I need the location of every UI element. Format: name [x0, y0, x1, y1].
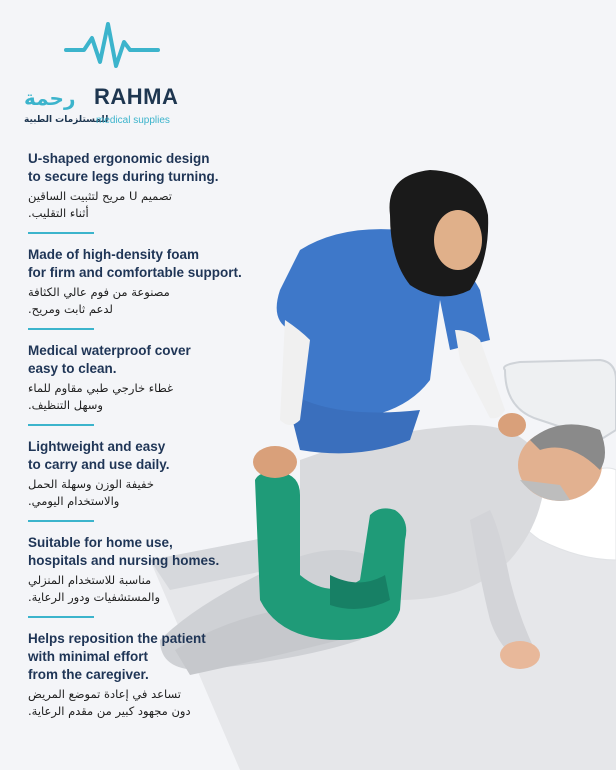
nurse-sleeve-right [455, 330, 505, 418]
feature-item [28, 150, 288, 222]
divider [28, 328, 94, 330]
feature-text-ar: خفيفة الوزن وسهلة الحمل والاستخدام اليومي. [28, 477, 154, 508]
heartbeat-icon [64, 20, 160, 70]
feature-list [28, 150, 288, 720]
feature-text-en: Suitable for home use, hospitals and nursing homes. [28, 535, 220, 568]
feature-item [28, 246, 288, 318]
feature-text-ar: مناسبة للاستخدام المنزلي والمستشفيات ودور الرعاية. [28, 573, 161, 604]
feature-item [28, 534, 288, 606]
brand-name-arabic: رحمة [24, 86, 76, 110]
nurse-hand-right [498, 413, 526, 437]
divider [28, 616, 94, 618]
feature-text-en: Made of high-density foam for firm and comfortable support. [28, 247, 242, 280]
feature-item [28, 438, 288, 510]
divider [28, 520, 94, 522]
feature-text-ar: مصنوعة من فوم عالي الكثافة لدعم ثابت ومريح. [28, 285, 170, 316]
feature-text-en: Helps reposition the patient with minimal effort from the caregiver. [28, 631, 206, 682]
feature-item [28, 630, 288, 720]
nurse-face [434, 210, 482, 270]
feature-item [28, 342, 288, 414]
feature-text-en: Medical waterproof cover easy to clean. [28, 343, 191, 376]
divider [28, 232, 94, 234]
feature-text-ar: تساعد في إعادة تموضع المريض دون مجهود كبير من مقدم الرعاية. [28, 687, 191, 718]
feature-text-ar: غطاء خارجي طبي مقاوم للماء وسهل التنظيف. [28, 381, 174, 412]
brand-tagline-arabic: للمستلزمات الطبية [24, 115, 109, 125]
patient-hand [500, 641, 540, 669]
brand-name-english: RAHMA [94, 84, 179, 109]
feature-text-en: U-shaped ergonomic design to secure legs during turning. [28, 151, 219, 184]
brand-logo [24, 20, 179, 126]
feature-text-ar: تصميم U مريح لتثبيت الساقين أثناء التقليب. [28, 189, 172, 220]
brand-tagline-english: medical supplies [96, 115, 170, 126]
feature-text-en: Lightweight and easy to carry and use daily. [28, 439, 170, 472]
divider [28, 424, 94, 426]
